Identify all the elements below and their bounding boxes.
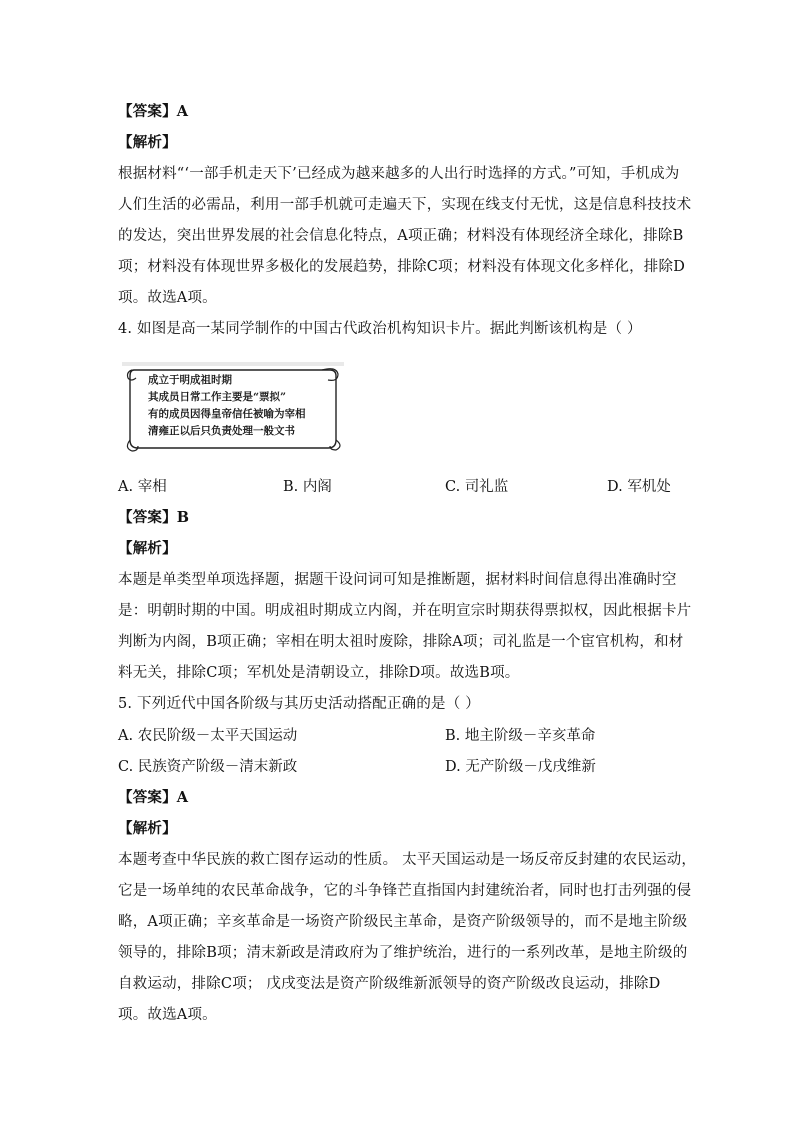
q5-option-b: B. 地主阶级－辛亥革命	[445, 728, 596, 744]
q4-option-a: A. 宰相	[118, 479, 167, 495]
q5-analysis-line: 自救运动，排除C项； 戊戌变法是资产阶级维新派领导的资产阶级改良运动，排除D	[118, 976, 661, 992]
q5-answer: 【答案】A	[118, 789, 189, 806]
q5-option-c: C. 民族资产阶级－清末新政	[118, 759, 298, 775]
q3-analysis-line: 项；材料没有体现世界多极化的发展趋势，排除C项；材料没有体现文化多样化，排除D	[118, 259, 686, 275]
q4-option-d: D. 军机处	[607, 479, 671, 495]
q3-analysis-heading: 【解析】	[118, 134, 177, 151]
q5-analysis-line: 它是一场单纯的农民革命战争，它的斗争锋芒直指国内封建统治者，同时也打击列强的侵	[118, 883, 692, 899]
q4-option-c: C. 司礼监	[445, 479, 509, 495]
q4-analysis-line: 是：明朝时期的中国。明成祖时期成立内阁，并在明宣宗时期获得票拟权，因此根据卡片	[118, 603, 692, 619]
card-line: 清雍正以后只负责处理一般文书	[148, 425, 295, 437]
card-line: 其成员日常工作主要是“票拟”	[148, 391, 287, 403]
q4-stem: 4. 如图是高一某同学制作的中国古代政治机构知识卡片。据此判断该机构是（ ）	[118, 321, 642, 337]
q4-analysis-line: 本题是单类型单项选择题，据题干设问词可知是推断题，据材料时间信息得出准确时空	[118, 572, 677, 588]
q5-analysis-line: 本题考查中华民族的救亡图存运动的性质。 太平天国运动是一场反帝反封建的农民运动，	[118, 852, 697, 868]
q4-option-b: B. 内阁	[283, 479, 332, 495]
q4-analysis-line: 料无关，排除C项；军机处是清朝设立，排除D项。故选B项。	[118, 665, 520, 681]
q5-option-d: D. 无产阶级－戊戌维新	[445, 759, 596, 775]
q4-answer: 【答案】B	[118, 509, 190, 526]
q5-analysis-line: 领导的，排除B项；清末新政是清政府为了维护统治，进行的一系列改革，是地主阶级的	[118, 945, 688, 961]
q5-option-a: A. 农民阶级－太平天国运动	[118, 728, 298, 744]
q5-analysis-heading: 【解析】	[118, 820, 177, 837]
q4-analysis-line: 判断为内阁，B项正确；宰相在明太祖时废除，排除A项；司礼监是一个宦官机构，和材	[118, 634, 684, 650]
q3-analysis-line: 人们生活的必需品，利用一部手机就可走遍天下，实现在线支付无忧，这是信息科技技术	[118, 197, 692, 213]
q3-analysis-line: 根据材料“‘一部手机走天下’已经成为越来越多的人出行时选择的方式。”可知，手机成为	[118, 166, 680, 182]
q3-analysis-line: 的发达，突出世界发展的社会信息化特点，A项正确；材料没有体现经济全球化，排除B	[118, 228, 684, 244]
q3-analysis-line: 项。故选A项。	[118, 290, 217, 306]
q4-analysis-heading: 【解析】	[118, 540, 177, 557]
q3-answer: 【答案】A	[118, 103, 189, 120]
q5-analysis-line: 略，A项正确；辛亥革命是一场资产阶级民主革命，是资产阶级领导的，而不是地主阶级	[118, 914, 688, 930]
card-line: 有的成员因得皇帝信任被喻为宰相	[148, 408, 306, 420]
q5-analysis-line: 项。故选A项。	[118, 1007, 217, 1023]
card-line: 成立于明成祖时期	[148, 374, 232, 386]
q5-stem: 5. 下列近代中国各阶级与其历史活动搭配正确的是（ ）	[118, 696, 480, 712]
